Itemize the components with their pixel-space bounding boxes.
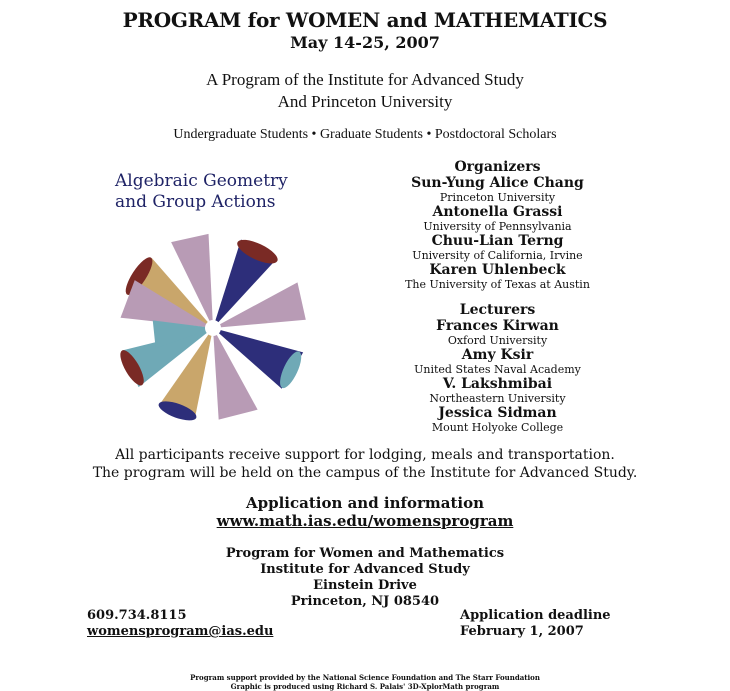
cones-graphic: [113, 228, 313, 428]
organizer-affiliation: Princeton University: [439, 191, 556, 204]
support-line2: The program will be held on the campus of the Institute for Advanced Study.: [92, 465, 638, 481]
address-line3: Einstein Drive: [313, 578, 417, 593]
lecturers-section: [385, 302, 610, 434]
footer: [0, 673, 730, 691]
topic-line2: and Group Actions: [115, 192, 276, 212]
deadline-label: Application deadline: [460, 608, 611, 623]
lecturer-name: Amy Ksir: [461, 347, 534, 363]
organizers-heading: Organizers: [454, 159, 541, 175]
topic-line1: Algebraic Geometry: [115, 171, 288, 191]
lecturer-affiliation: Oxford University: [447, 334, 548, 347]
address-line4: Princeton, NJ 08540: [290, 594, 440, 609]
address-line1: Program for Women and Mathematics: [225, 546, 505, 561]
deadline-date: February 1, 2007: [460, 624, 584, 639]
subtitle-line2: And Princeton University: [277, 92, 453, 111]
organizer-affiliation: University of California, Irvine: [412, 249, 583, 262]
support-line1: All participants receive support for lodging, meals and transportation.: [115, 447, 615, 463]
audience-line: Undergraduate Students • Graduate Students • Postdoctoral Scholars: [173, 127, 557, 142]
lecturer-affiliation: United States Naval Academy: [414, 363, 581, 376]
organizer-affiliation: The University of Texas at Austin: [405, 278, 590, 291]
organizers-section: [385, 159, 610, 291]
topic-title: [115, 171, 288, 213]
lecturer-affiliation: Northeastern University: [429, 392, 566, 405]
lecturer-affiliation: Mount Holyoke College: [431, 421, 564, 434]
address-line2: Institute for Advanced Study: [260, 562, 470, 577]
mailing-address: [0, 546, 730, 610]
application-section: [0, 494, 730, 530]
subtitle-line1: A Program of the Institute for Advanced Study: [206, 70, 524, 89]
lecturer-name: Frances Kirwan: [436, 318, 559, 334]
organizer-name: Karen Uhlenbeck: [429, 262, 566, 278]
contact-info: [87, 608, 273, 640]
program-dates: May 14-25, 2007: [290, 33, 440, 52]
program-url-link[interactable]: www.math.ias.edu/womensprogram: [216, 512, 514, 530]
footer-line2: Graphic is produced using Richard S. Palais' 3D-XplorMath program: [230, 682, 500, 691]
footer-line1: Program support provided by the National Science Foundation and The Starr Foundation: [190, 673, 540, 682]
support-text: [0, 446, 730, 482]
lecturers-heading: Lecturers: [459, 302, 536, 318]
organizer-name: Sun-Yung Alice Chang: [411, 175, 584, 191]
page-title: PROGRAM for WOMEN and MATHEMATICS: [122, 8, 608, 32]
phone-number: 609.734.8115: [87, 608, 187, 623]
deadline-info: [460, 608, 611, 640]
email-link[interactable]: womensprogram@ias.edu: [87, 624, 274, 639]
lecturer-name: V. Lakshmibai: [442, 376, 553, 392]
organizer-name: Chuu-Lian Terng: [431, 233, 564, 249]
organizer-name: Antonella Grassi: [432, 204, 563, 220]
organizer-affiliation: University of Pennsylvania: [423, 220, 572, 233]
lecturer-name: Jessica Sidman: [438, 405, 557, 421]
application-heading: Application and information: [245, 494, 485, 512]
